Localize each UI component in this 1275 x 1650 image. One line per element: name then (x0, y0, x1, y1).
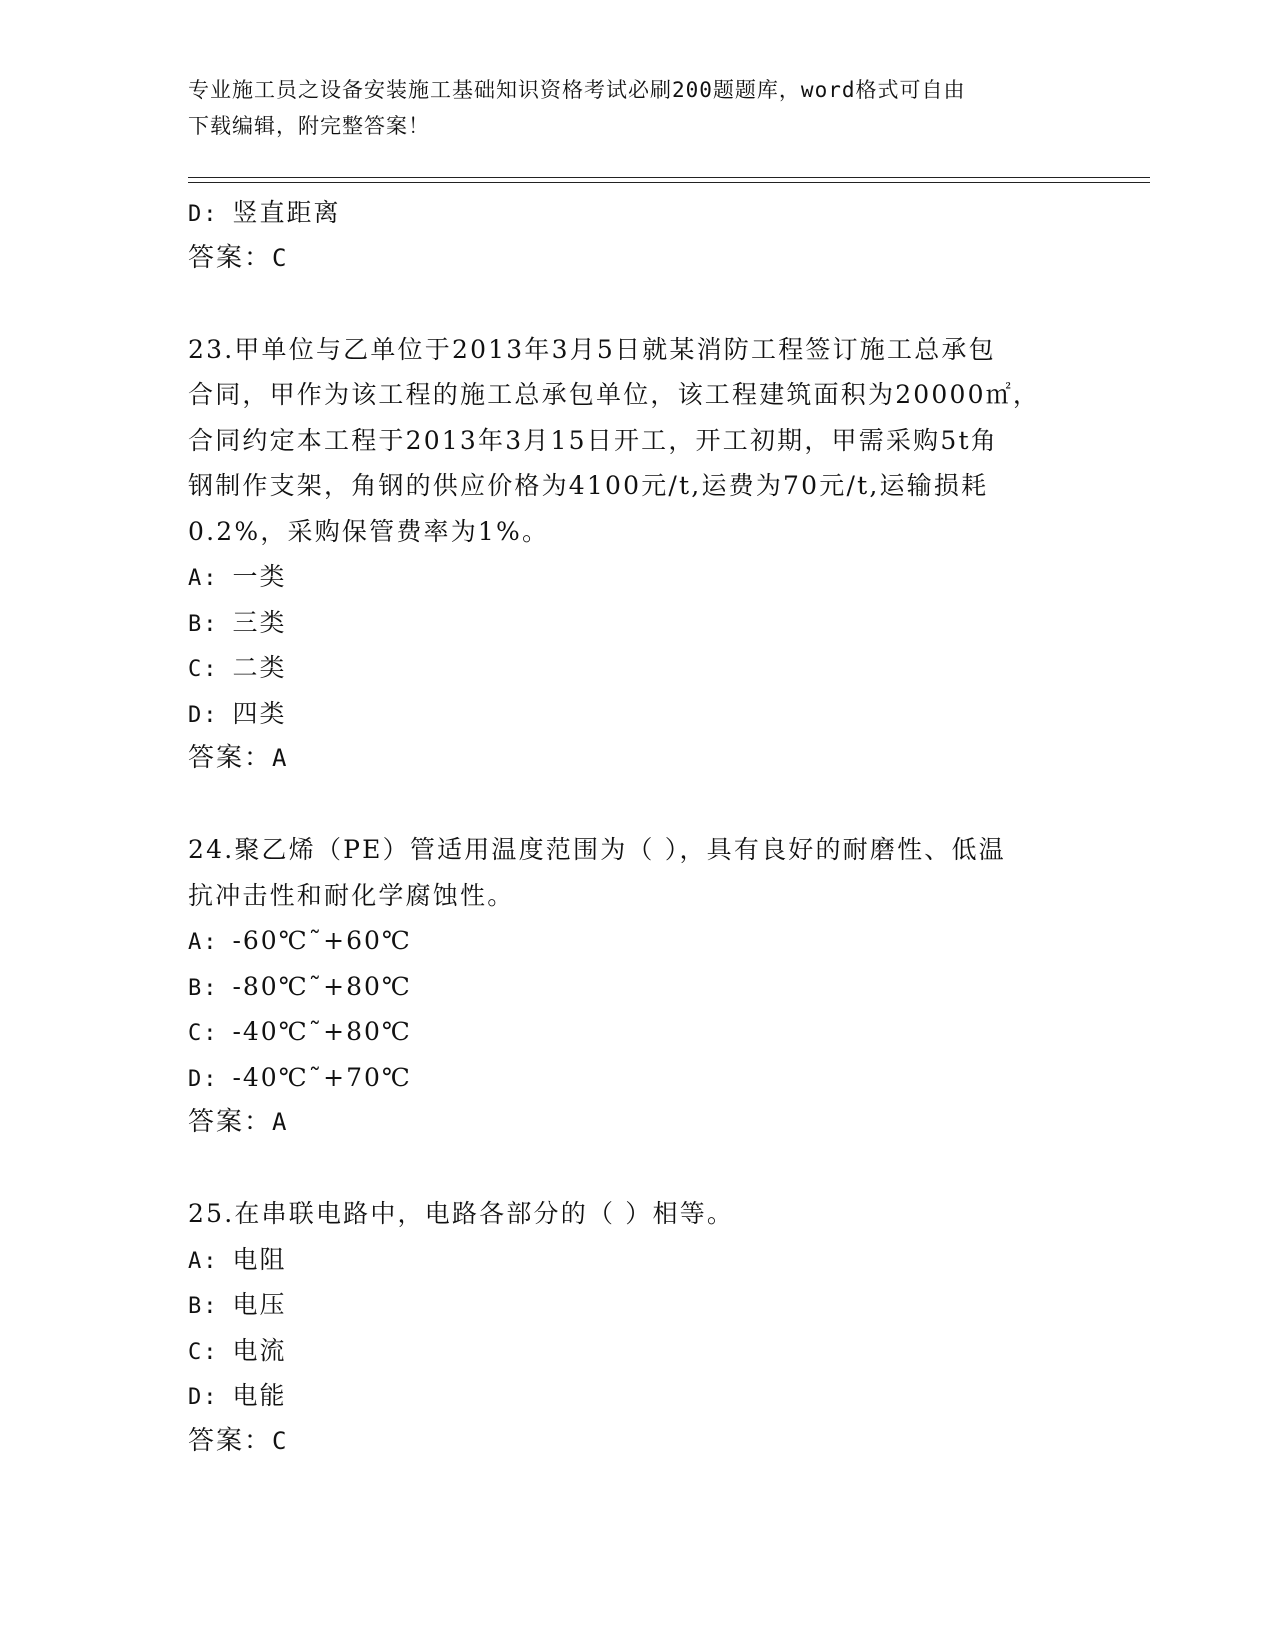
question-23-answer (188, 736, 1088, 782)
spacer (188, 281, 1088, 327)
option-label: B: (188, 611, 219, 637)
option-text: 电阻 (232, 1244, 287, 1274)
question-24-option-b (188, 964, 1088, 1010)
question-23-option-a (188, 554, 1088, 600)
option-label: B: (188, 975, 219, 1001)
answer-value: A (272, 744, 289, 772)
option-text: 电能 (232, 1381, 287, 1410)
option-label: C: (188, 1339, 219, 1365)
question-25-option-c (188, 1328, 1088, 1374)
spacer (188, 1146, 1088, 1192)
option-label: D: (188, 1385, 219, 1410)
option-label: D: (188, 702, 219, 728)
answer-value: C (272, 1426, 289, 1455)
stem-line: 抗冲击性和耐化学腐蚀性。 (188, 880, 515, 910)
answer-label: 答案： (188, 1425, 273, 1456)
question-25-option-d (188, 1373, 1088, 1419)
question-25-option-a (188, 1237, 1088, 1283)
question-23-option-d (188, 691, 1088, 737)
answer-value: A (272, 1108, 289, 1136)
stem-line: 合同，甲作为该工程的施工总承包单位，该工程建筑面积为20000㎡， (188, 380, 1041, 409)
stem-line: 钢制作支架，角钢的供应价格为4100元/t,运费为70元/t,运输损耗 (188, 471, 989, 500)
option-label: C: (188, 657, 219, 682)
document-body (188, 190, 1088, 1464)
option-text: 电压 (232, 1290, 287, 1319)
spacer (188, 782, 1088, 828)
option-text: 竖直距离 (232, 198, 341, 227)
prev-answer (188, 236, 1088, 282)
question-23-stem (188, 327, 1088, 555)
header-line-2: 下载编辑，附完整答案！ (188, 114, 430, 138)
header-line-1: 专业施工员之设备安装施工基础知识资格考试必刷200题题库，word格式可自由 (188, 78, 966, 102)
option-label: A: (188, 1248, 219, 1274)
question-25-option-b (188, 1282, 1088, 1328)
option-text: 电流 (232, 1335, 287, 1365)
question-24-option-a (188, 918, 1088, 964)
option-label: D: (188, 202, 219, 227)
option-label: D: (188, 1066, 219, 1092)
question-25-answer (188, 1419, 1088, 1465)
option-label: A: (188, 566, 219, 591)
header-divider-top (188, 177, 1150, 178)
question-24-option-c (188, 1009, 1088, 1055)
answer-value: C (272, 243, 289, 272)
prev-option-d (188, 190, 1088, 236)
option-text: 四类 (232, 698, 287, 728)
answer-label: 答案： (188, 242, 273, 273)
option-text: -60℃˜+60℃ (232, 926, 412, 955)
question-23-option-b (188, 600, 1088, 646)
stem-line: 合同约定本工程于2013年3月15日开工，开工初期，甲需采购5t角 (188, 425, 998, 455)
question-25-stem (188, 1191, 1088, 1237)
answer-label: 答案： (188, 1107, 273, 1137)
option-label: C: (188, 1021, 219, 1046)
question-24-option-d (188, 1055, 1088, 1101)
question-24-answer (188, 1100, 1088, 1146)
option-label: A: (188, 930, 219, 955)
stem-line: 24.聚乙烯（PE）管适用温度范围为（ ），具有良好的耐磨性、低温 (188, 835, 1006, 864)
option-text: 二类 (232, 653, 287, 682)
option-text: -40℃˜+70℃ (232, 1062, 412, 1092)
option-text: -80℃˜+80℃ (232, 971, 412, 1001)
question-23-option-c (188, 645, 1088, 691)
option-text: 一类 (232, 562, 287, 591)
question-24-stem (188, 827, 1088, 918)
option-text: 三类 (232, 607, 287, 637)
option-text: -40℃˜+80℃ (232, 1017, 412, 1046)
answer-label: 答案： (188, 743, 273, 773)
stem-line: 25.在串联电路中，电路各部分的（ ）相等。 (188, 1199, 735, 1228)
stem-line: 0.2%，采购保管费率为1%。 (188, 516, 550, 546)
stem-line: 23.甲单位与乙单位于2013年3月5日就某消防工程签订施工总承包 (188, 334, 996, 364)
document-header (188, 72, 1068, 144)
header-divider-bottom (188, 182, 1150, 183)
option-label: B: (188, 1294, 219, 1319)
